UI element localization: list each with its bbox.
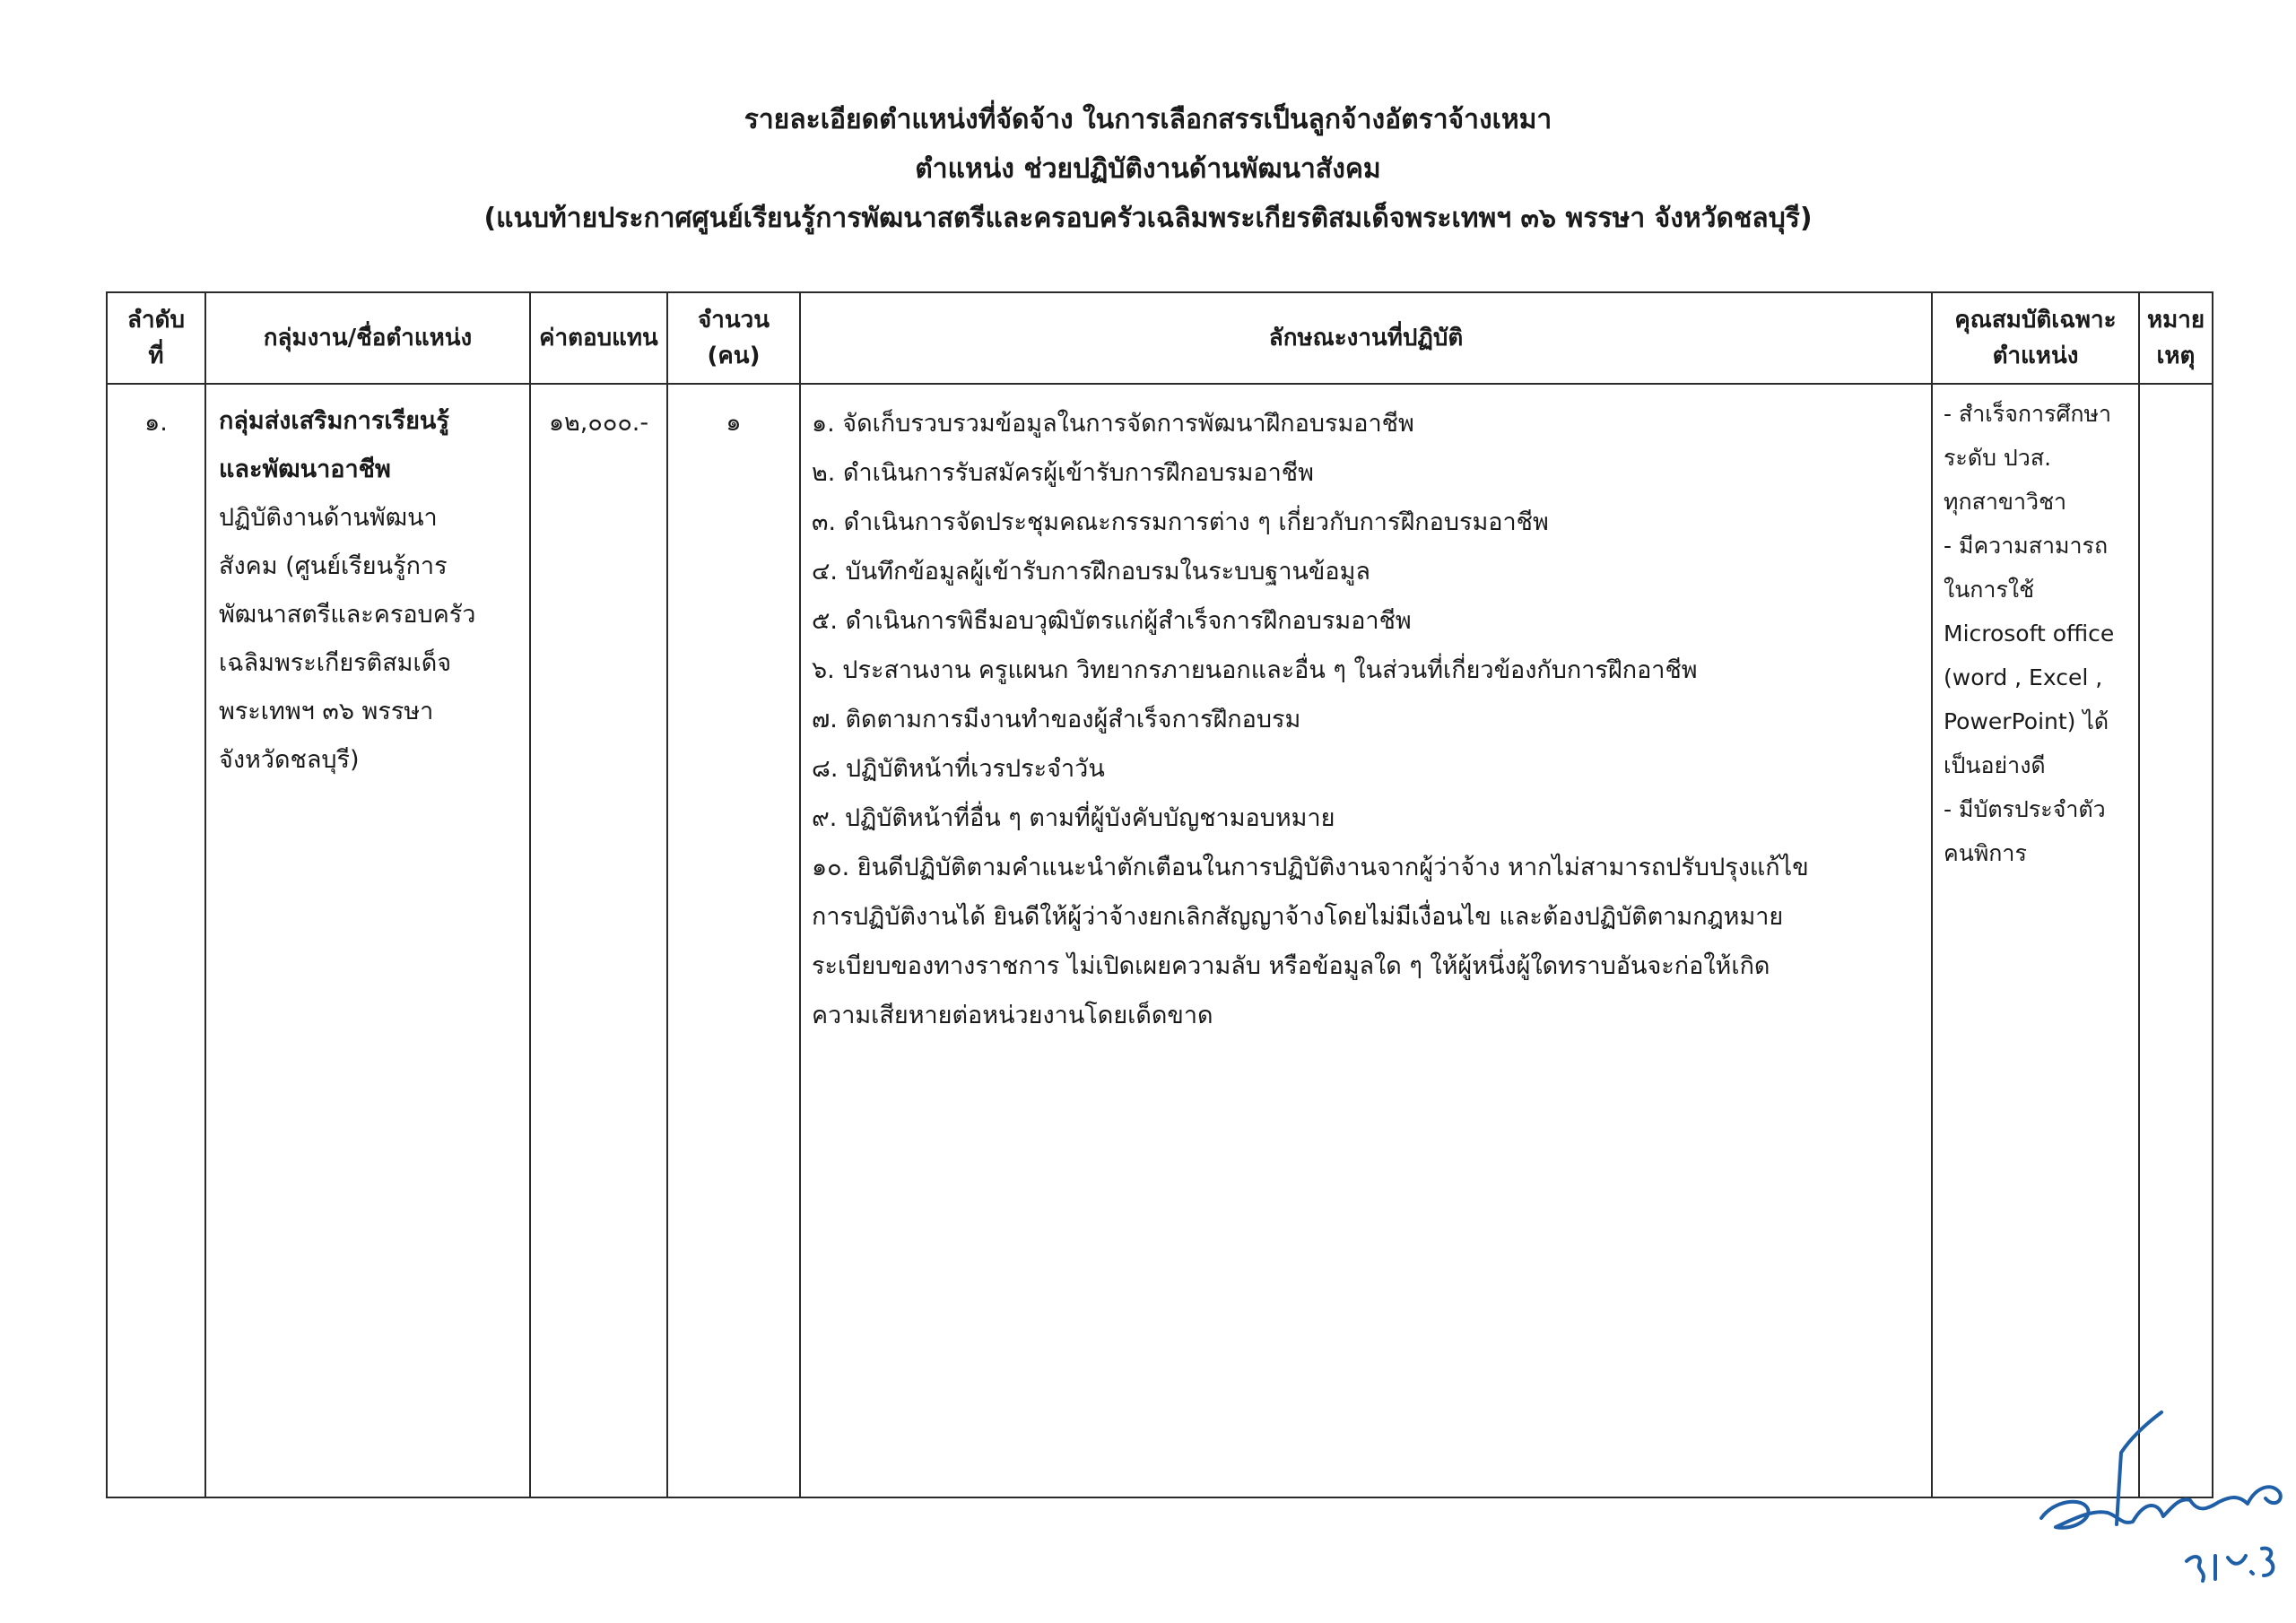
remark-cell xyxy=(2139,384,2213,1497)
duty-item: ๓. ดำเนินการจัดประชุมคณะกรรมการต่าง ๆ เกี่ยวกับการฝึกอบรมอาชีพ xyxy=(812,508,1549,536)
handwritten-signature xyxy=(2036,1403,2296,1610)
header-pay: ค่าตอบแทน xyxy=(530,292,667,384)
duties-cell xyxy=(800,384,1932,1497)
position-description-line: เฉลิมพระเกียรติสมเด็จ xyxy=(219,649,452,677)
duty-item: ๑. จัดเก็บรวบรวมข้อมูลในการจัดการพัฒนาฝึกอบรมอาชีพ xyxy=(812,410,1414,438)
qualification-line: คนพิการ xyxy=(1944,840,2027,866)
attachment-note: (แนบท้ายประกาศศูนย์เรียนรู้การพัฒนาสตรีและครอบครัวเฉลิมพระเกียรติสมเด็จพระเทพฯ ๓๖ พรรษา จังหวัดชลบุรี) xyxy=(483,203,1813,234)
work-group-line: กลุ่มส่งเสริมการเรียนรู้ xyxy=(219,407,449,435)
qualification-line: ระดับ ปวส. xyxy=(1944,445,2052,471)
position-description xyxy=(219,494,518,785)
qualification-line: ในการใช้ xyxy=(1944,577,2035,603)
qualification-line: ทุกสาขาวิชา xyxy=(1944,489,2067,515)
document-title: รายละเอียดตำแหน่งที่จัดจ้าง ในการเลือกสรรเป็นลูกจ้างอัตราจ้างเหมา xyxy=(744,104,1552,135)
qualification-line: PowerPoint) ได้ xyxy=(1944,708,2109,734)
header-count: จำนวน (คน) xyxy=(667,292,800,384)
qualification-line: เป็นอย่างดี xyxy=(1944,752,2046,778)
position-title: ตำแหน่ง ช่วยปฏิบัติงานด้านพัฒนาสังคม xyxy=(915,153,1381,185)
qualification-line: (word , Excel , xyxy=(1944,664,2103,690)
pay-cell: ๑๒,๐๐๐.- xyxy=(530,384,667,1497)
row-number: ๑. xyxy=(107,384,205,1497)
header-duties: ลักษณะงานที่ปฏิบัติ xyxy=(800,292,1932,384)
position-description-line: จังหวัดชลบุรี) xyxy=(219,746,360,774)
qualification-line: - สำเร็จการศึกษา xyxy=(1944,401,2112,427)
signature-stroke xyxy=(2041,1487,2281,1528)
work-group-name xyxy=(219,397,518,494)
header-qualifications: คุณสมบัติเฉพาะ ตำแหน่ง xyxy=(1932,292,2139,384)
work-group-line: และพัฒนาอาชีพ xyxy=(219,456,391,483)
header-no: ลำดับ ที่ xyxy=(107,292,205,384)
header-remark: หมาย เหตุ xyxy=(2139,292,2213,384)
duty-item: ๑๐. ยินดีปฏิบัติตามคำแนะนำตักเตือนในการปฏิบัติงานจากผู้ว่าจ้าง หากไม่สามารถปรับปรุงแก้ไข xyxy=(812,854,1809,881)
qualification-line: - มีความสามารถ xyxy=(1944,533,2109,559)
signature-date-stroke xyxy=(2187,1549,2273,1581)
count-cell: ๑ xyxy=(667,384,800,1497)
table-header-row xyxy=(107,292,2213,384)
duty-item: ๖. ประสานงาน ครูแผนก วิทยากรภายนอกและอื่น ๆ ในส่วนที่เกี่ยวข้องกับการฝึกอาชีพ xyxy=(812,656,1698,684)
position-description-line: พระเทพฯ ๓๖ พรรษา xyxy=(219,698,434,725)
position-table xyxy=(106,291,2213,1498)
duty-item: การปฏิบัติงานได้ ยินดีให้ผู้ว่าจ้างยกเลิกสัญญาจ้างโดยไม่มีเงื่อนไข และต้องปฏิบัติตามกฎหมาย xyxy=(812,903,1784,931)
duty-item: ความเสียหายต่อหน่วยงานโดยเด็ดขาด xyxy=(812,1002,1213,1029)
qualifications-cell xyxy=(1932,384,2139,1497)
duty-item: ๕. ดำเนินการพิธีมอบวุฒิบัตรแก่ผู้สำเร็จการฝึกอบรมอาชีพ xyxy=(812,607,1412,635)
duty-item: ระเบียบของทางราชการ ไม่เปิดเผยความลับ หรือข้อมูลใด ๆ ให้ผู้หนึ่งผู้ใดทราบอันจะก่อให้เกิด xyxy=(812,952,1770,980)
duty-item: ๘. ปฏิบัติหน้าที่เวรประจำวัน xyxy=(812,755,1105,783)
header-position: กลุ่มงาน/ชื่อตำแหน่ง xyxy=(205,292,530,384)
qualification-line: - มีบัตรประจำตัว xyxy=(1944,796,2106,822)
position-cell xyxy=(205,384,530,1497)
table-row xyxy=(107,384,2213,1497)
qualification-line: Microsoft office xyxy=(1944,621,2115,647)
position-description-line: ปฏิบัติงานด้านพัฒนา xyxy=(219,504,438,532)
duty-item: ๙. ปฏิบัติหน้าที่อื่น ๆ ตามที่ผู้บังคับบัญชามอบหมาย xyxy=(812,804,1335,832)
duty-item: ๔. บันทึกข้อมูลผู้เข้ารับการฝึกอบรมในระบบฐานข้อมูล xyxy=(812,558,1370,586)
duty-item: ๒. ดำเนินการรับสมัครผู้เข้ารับการฝึกอบรมอาชีพ xyxy=(812,459,1314,487)
position-description-line: สังคม (ศูนย์เรียนรู้การ xyxy=(219,552,448,580)
duty-item: ๗. ติดตามการมีงานทำของผู้สำเร็จการฝึกอบรม xyxy=(812,706,1301,733)
position-description-line: พัฒนาสตรีและครอบครัว xyxy=(219,601,476,629)
